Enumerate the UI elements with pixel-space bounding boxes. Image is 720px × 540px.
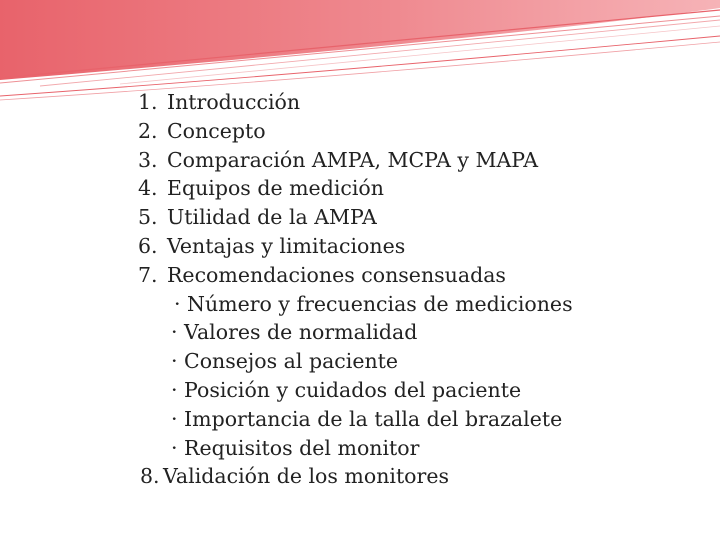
agenda-item-number: 7. — [138, 262, 158, 287]
agenda-item-number: 6. — [138, 233, 158, 258]
agenda-subitem — [138, 347, 698, 376]
agenda-item — [138, 146, 698, 175]
agenda-item — [138, 203, 698, 232]
agenda-item-label: Equipos de medición — [167, 176, 384, 201]
agenda-subitem-label: · Número y frecuencias de mediciones — [174, 291, 573, 316]
agenda-subitem — [138, 290, 698, 319]
agenda-item-label: Concepto — [167, 118, 266, 143]
agenda-item-label: Recomendaciones consensuadas — [167, 262, 506, 287]
agenda-item-number: 3. — [138, 147, 158, 172]
agenda-item-label: Ventajas y limitaciones — [167, 233, 406, 258]
agenda-list — [138, 88, 698, 491]
agenda-item-label: Validación de los monitores — [163, 464, 449, 489]
agenda-item-number: 1. — [138, 90, 158, 114]
agenda-item — [138, 117, 698, 146]
agenda-item-number: 2. — [138, 118, 158, 143]
agenda-subitem-label: · Consejos al paciente — [171, 349, 399, 374]
agenda-item — [138, 88, 698, 117]
agenda-subitem-label: · Valores de normalidad — [171, 320, 418, 345]
agenda-item-label: Utilidad de la AMPA — [167, 205, 377, 230]
agenda-subitem — [138, 434, 698, 463]
agenda-item-number: 4. — [138, 176, 158, 201]
agenda-subitem-label: · Posición y cuidados del paciente — [171, 377, 522, 402]
agenda-item — [138, 232, 698, 261]
agenda-subitem — [138, 405, 698, 434]
agenda-subitem — [138, 376, 698, 405]
agenda-subitem-label: · Requisitos del monitor — [171, 435, 420, 460]
agenda-item-label: Comparación AMPA, MCPA y MAPA — [167, 147, 538, 172]
agenda-subitem-label: · Importancia de la talla del brazalete — [171, 406, 563, 431]
agenda-item — [138, 261, 698, 290]
agenda-item — [138, 174, 698, 203]
agenda-item-final — [138, 462, 698, 491]
agenda-item-label: Introducción — [167, 90, 301, 114]
agenda-item-number: 8. — [140, 464, 160, 489]
agenda-subitem — [138, 318, 698, 347]
agenda-item-number: 5. — [138, 205, 158, 230]
